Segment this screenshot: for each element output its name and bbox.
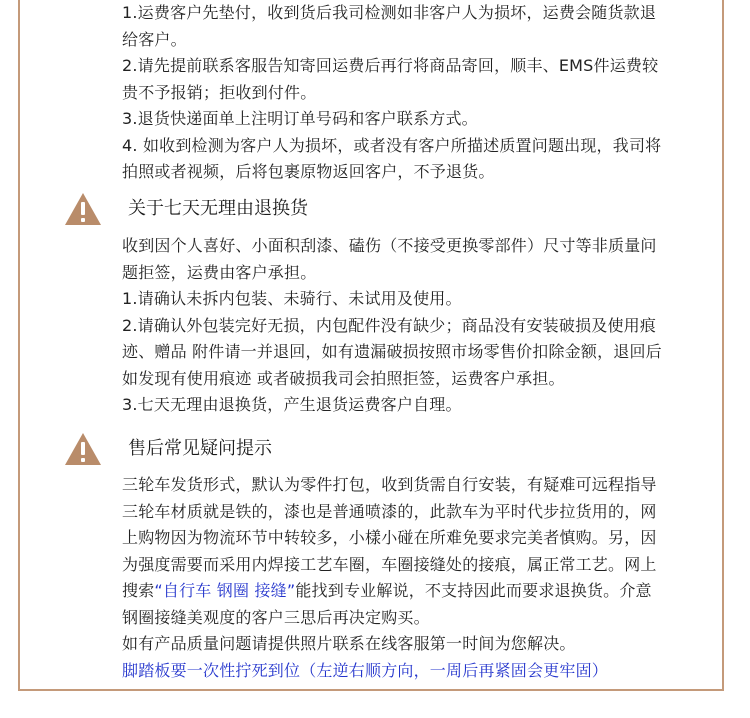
search-prefix: 搜索: [122, 581, 155, 600]
return-policy-section: [122, 0, 712, 186]
after-sales-faq-section: [122, 472, 712, 684]
after-sales-faq-header: [64, 432, 704, 472]
pedal-note: 脚踏板要一次性拧死到位（左逆右顺方向，一周后再紧固会更牢固）: [122, 660, 609, 680]
faq-line: 上购物因为物流环节中转较多，小樣小碰在所难免要求完美者慎购。另，因: [122, 528, 657, 547]
faq-line: 为强度需要而采用内焊接工艺车圈，车圈接缝处的接痕，属正常工艺。网上: [122, 554, 657, 574]
policy-line: 给客户。: [122, 29, 187, 49]
section-title: 关于七天无理由退换货: [128, 198, 308, 219]
policy-line: 题拒签，运费由客户承担。: [122, 262, 317, 282]
policy-line: 迹、赠品 附件请一并退回，如有遗漏破损按照市场零售价扣除金额，退回后: [122, 342, 662, 361]
faq-line: 三轮车发货形式，默认为零件打包，收到货需自行安装，有疑难可远程指导: [122, 475, 657, 494]
policy-line: 2.请确认外包装完好无损，内包配件没有缺少；商品没有安装破损及使用痕: [122, 315, 657, 335]
warning-icon: [64, 192, 102, 226]
policy-line: 拍照或者视频，后将包裹原物返回客户，不予退货。: [122, 162, 495, 181]
policy-line: 如发现有使用痕迹 或者破损我司会拍照拒签，运费客户承担。: [122, 368, 565, 388]
policy-line: 贵不予报销；拒收到付件。: [122, 82, 317, 102]
policy-line: 1.请确认未拆内包装、未骑行、未试用及使用。: [122, 289, 462, 308]
faq-line: 三轮车材质就是铁的，漆也是普通喷漆的，此款车为平时代步拉货用的，网: [122, 501, 657, 521]
seven-day-return-header: [64, 192, 704, 232]
faq-search-line: [122, 578, 712, 605]
policy-line: 3.七天无理由退换货，产生退货运费客户自理。: [122, 395, 462, 414]
policy-line: 1.运费客户先垫付，收到货后我司检测如非客户人为损坏，运费会随货款退: [122, 3, 657, 22]
faq-line: 如有产品质量问题请提供照片联系在线客服第一时间为您解决。: [122, 634, 576, 653]
seven-day-return-section: [122, 233, 712, 419]
policy-line: 3.退货快递面单上注明订单号码和客户联系方式。: [122, 109, 478, 128]
search-suffix: 能找到专业解说，不支持因此而要求退换货。介意: [295, 581, 652, 600]
policy-line: 4. 如收到检测为客户人为损坏，或者没有客户所描述质置问题出现，我司将: [122, 135, 662, 155]
policy-line: 2.请先提前联系客服告知寄回运费后再行将商品寄回，顺丰、EMS件运费较: [122, 56, 659, 75]
section-title: 售后常见疑问提示: [128, 438, 272, 459]
faq-line: 钢圈接缝美观度的客户三思后再决定购买。: [122, 607, 430, 627]
policy-line: 收到因个人喜好、小面积刮漆、磕伤（不接受更换零部件）尺寸等非质量问: [122, 236, 657, 255]
warning-icon: [64, 432, 102, 466]
search-term: “自行车 钢圈 接缝”: [154, 581, 296, 600]
